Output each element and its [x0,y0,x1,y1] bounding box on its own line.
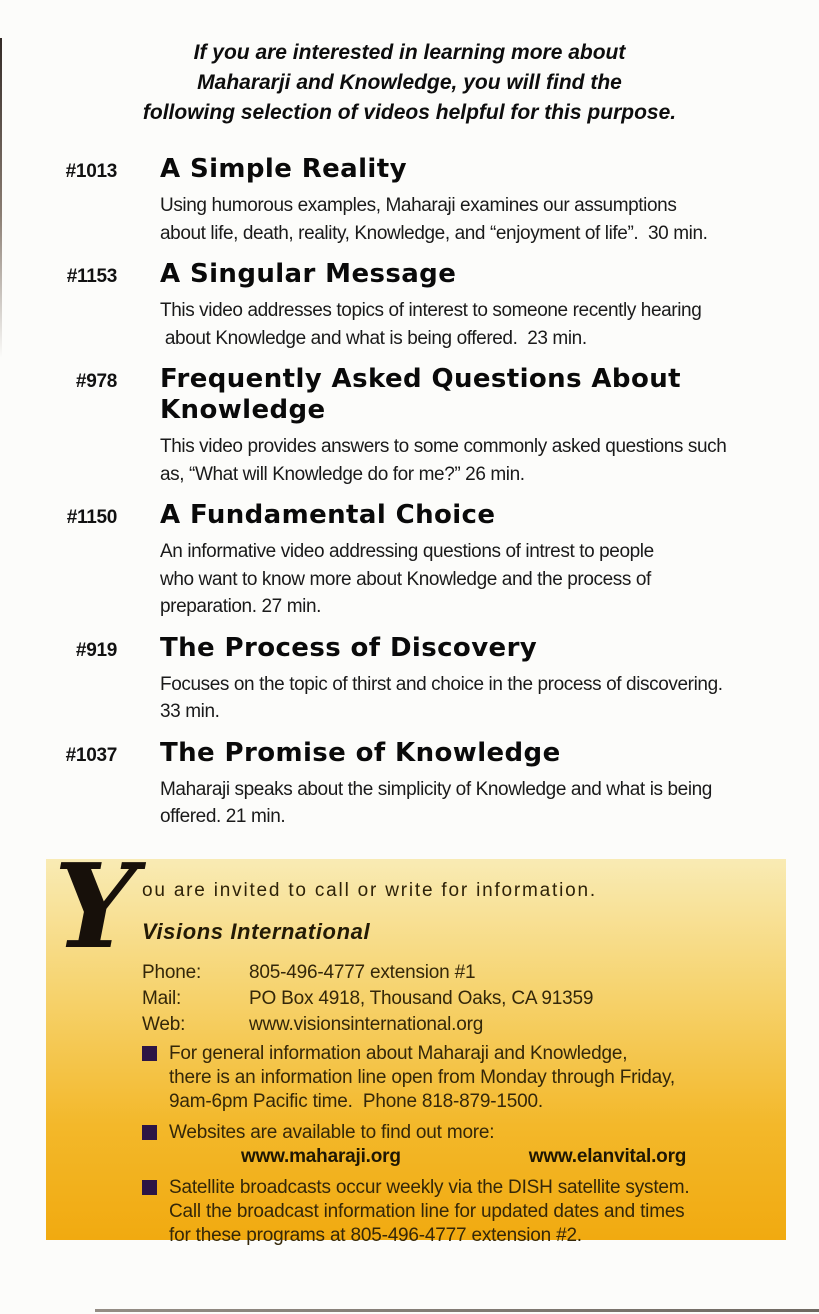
contact-row-value: 805-496-4777 extension #1 [249,961,476,983]
video-entry [0,364,819,488]
contact-row-value: www.visionsinternational.org [249,1013,484,1035]
contact-row-value: PO Box 4918, Thousand Oaks, CA 91359 [249,987,594,1009]
video-title-line: The Promise of Knowledge [160,737,561,768]
video-description-line: about life, death, reality, Knowledge, and “enjoyment of life”. 30 min. [160,222,708,244]
video-description-line: about Knowledge and what is being offered. 23 min. [160,327,587,349]
bullet-item [142,1121,766,1169]
scanned-flyer-page [0,38,819,1246]
video-entry [0,500,819,621]
invite-text: ou are invited to call or write for information. [142,879,597,901]
website-link: www.elanvital.org [528,1145,687,1167]
video-description-line: An informative video addressing questions of intrest to people [160,541,654,562]
video-entry-body [160,633,760,726]
video-entry-body [160,738,760,831]
video-title [160,500,760,531]
video-description-line: as, “What will Knowledge do for me?” 26 min. [160,463,525,485]
video-number: #978 [75,371,117,392]
video-title-line: A Fundamental Choice [160,500,496,530]
video-number: #1150 [66,507,117,528]
dropcap-y: Y [54,838,137,975]
video-description [160,433,760,488]
bullet-line: there is an information line open from Monday through Friday, [169,1066,675,1088]
video-title [160,259,760,290]
intro-line: following selection of videos helpful for this purpose. [142,101,677,124]
bullet-line: 9am-6pm Pacific time. Phone 818-879-1500. [169,1090,543,1112]
bullet-square-icon [142,1180,157,1195]
scan-edge-left [0,38,2,358]
video-number: #1153 [66,266,117,287]
contact-row [142,1012,766,1038]
video-entry [0,154,819,247]
video-list [0,154,819,831]
video-description-line: offered. 21 min. [160,806,286,827]
bullet-item [142,1042,766,1114]
video-title [160,738,760,769]
video-entry-body [160,259,760,352]
organization-name: Visions International [142,918,371,944]
bullet-item [142,1176,766,1248]
contact-rows [142,960,766,1038]
video-entry-body [160,154,760,247]
video-description [160,671,760,726]
video-description-line: This video addresses topics of interest to someone recently hearing [160,300,702,321]
video-number: #1013 [65,161,117,182]
video-description-line: Focuses on the topic of thirst and choice in the process of discovering. [160,673,723,695]
video-description-line: 33 min. [160,701,220,722]
video-description-line: who want to know more about Knowledge and the process of [160,568,651,590]
scan-edge-bottom [95,1309,819,1312]
video-title-line: A Simple Reality [160,154,407,184]
video-description-line: preparation. 27 min. [160,596,321,617]
bullet-line: Satellite broadcasts occur weekly via the DISH satellite system. [169,1176,690,1198]
video-title-line: Knowledge [160,395,326,425]
contact-row [142,960,766,986]
video-description [160,297,760,352]
video-title-line: The Process of Discovery [160,632,538,663]
bullet-line: Call the broadcast information line for updated dates and times [169,1200,685,1222]
video-title [160,364,760,426]
video-description-line: Using humorous examples, Maharaji examines our assumptions [160,195,677,216]
intro-text [0,38,819,128]
contact-row-label: Mail: [142,987,182,1009]
video-entry [0,633,819,726]
video-description-line: This video provides answers to some commonly asked questions such [160,436,727,457]
contact-row-label: Web: [142,1013,186,1035]
video-number: #1037 [65,744,117,766]
video-title [160,154,760,185]
bullet-square-icon [142,1125,157,1140]
video-number: #919 [75,639,117,661]
video-title-line: A Singular Message [160,259,457,289]
bullet-list [142,1042,766,1248]
video-description [160,776,760,831]
bullet-square-icon [142,1046,157,1061]
video-entry [0,738,819,831]
video-description [160,192,760,247]
contact-row [142,986,766,1012]
bullet-line: for these programs at 805-496-4777 extension #2. [169,1224,582,1246]
bullet-line: Websites are available to find out more: [169,1121,495,1143]
video-title [160,633,760,664]
video-entry [0,259,819,352]
video-title-line: Frequently Asked Questions About [160,364,681,394]
video-description [160,538,760,621]
website-link: www.maharaji.org [241,1145,401,1167]
intro-line: Mahararji and Knowledge, you will find the [197,71,622,94]
bullet-line: For general information about Maharaji and Knowledge, [169,1042,628,1064]
contact-row-label: Phone: [142,961,202,983]
video-description-line: Maharaji speaks about the simplicity of Knowledge and what is being [160,778,712,800]
contact-info-box [46,838,786,1246]
website-links [169,1145,766,1169]
video-entry-body [160,500,760,621]
intro-line: If you are interested in learning more about [193,41,626,64]
video-entry-body [160,364,760,488]
